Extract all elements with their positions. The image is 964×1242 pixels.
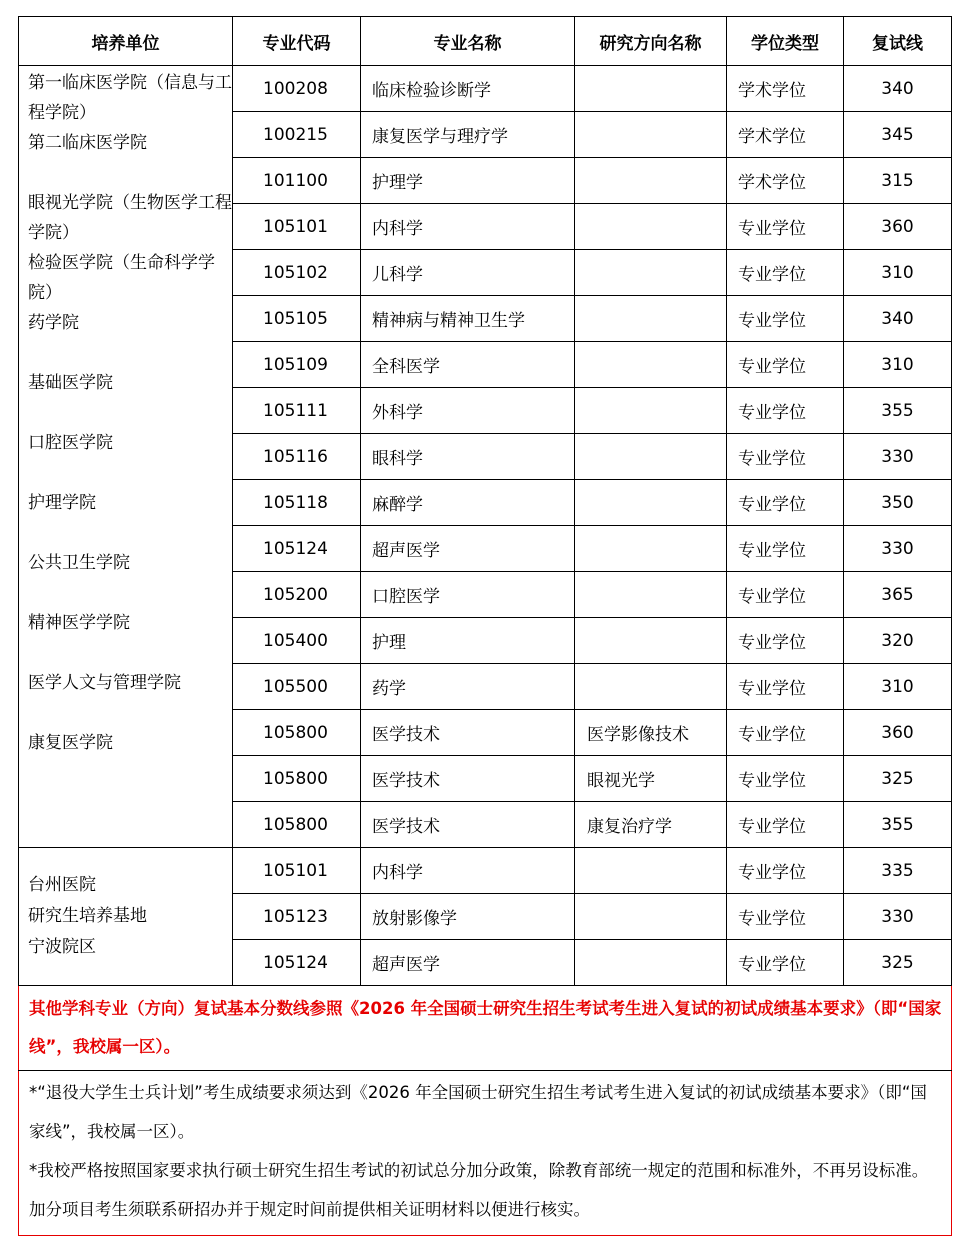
direction-cell — [575, 848, 727, 894]
major-name-cell: 放射影像学 — [361, 894, 575, 940]
code-cell: 100215 — [233, 112, 361, 158]
major-name-cell: 内科学 — [361, 204, 575, 250]
degree-type-cell: 专业学位 — [727, 940, 844, 986]
unit-name: 第一临床医学院（信息与工程学院） — [28, 73, 232, 123]
direction-cell — [575, 940, 727, 986]
score-table — [18, 16, 952, 1236]
major-name-cell: 医学技术 — [361, 710, 575, 756]
unit-name: 医学人文与管理学院 — [28, 673, 181, 693]
header-code: 专业代码 — [233, 17, 361, 66]
degree-type-cell: 专业学位 — [727, 710, 844, 756]
direction-cell — [575, 66, 727, 112]
code-cell: 105200 — [233, 572, 361, 618]
score-cell: 320 — [844, 618, 952, 664]
major-name-cell: 医学技术 — [361, 802, 575, 848]
code-cell: 105500 — [233, 664, 361, 710]
unit-name: 第二临床医学院 — [28, 133, 147, 153]
unit-cell — [19, 848, 233, 986]
header-unit: 培养单位 — [19, 17, 233, 66]
code-cell: 105105 — [233, 296, 361, 342]
code-cell: 105800 — [233, 710, 361, 756]
degree-type-cell: 专业学位 — [727, 388, 844, 434]
direction-cell — [575, 204, 727, 250]
direction-cell: 眼视光学 — [575, 756, 727, 802]
degree-type-cell: 专业学位 — [727, 894, 844, 940]
major-name-cell: 内科学 — [361, 848, 575, 894]
degree-type-cell: 专业学位 — [727, 296, 844, 342]
code-cell: 105101 — [233, 204, 361, 250]
unit-cell — [19, 66, 233, 848]
direction-cell — [575, 480, 727, 526]
degree-type-cell: 专业学位 — [727, 204, 844, 250]
table-row — [19, 848, 952, 894]
unit-name: 台州医院 — [28, 875, 96, 895]
unit-name: 护理学院 — [28, 493, 96, 513]
unit-name: 康复医学院 — [28, 733, 113, 753]
header-row — [19, 17, 952, 66]
major-name-cell: 眼科学 — [361, 434, 575, 480]
unit-name: 检验医学院（生命科学学院） — [28, 253, 215, 303]
direction-cell — [575, 434, 727, 480]
degree-type-cell: 专业学位 — [727, 526, 844, 572]
major-name-cell: 麻醉学 — [361, 480, 575, 526]
degree-type-cell: 专业学位 — [727, 434, 844, 480]
code-cell: 105101 — [233, 848, 361, 894]
code-cell: 105116 — [233, 434, 361, 480]
code-cell: 105124 — [233, 526, 361, 572]
major-name-cell: 康复医学与理疗学 — [361, 112, 575, 158]
degree-type-cell: 学术学位 — [727, 112, 844, 158]
score-cell: 330 — [844, 894, 952, 940]
score-cell: 330 — [844, 526, 952, 572]
red-note-row — [19, 986, 952, 1071]
direction-cell — [575, 388, 727, 434]
score-cell: 315 — [844, 158, 952, 204]
unit-name: 药学院 — [28, 313, 79, 333]
score-cell: 325 — [844, 940, 952, 986]
score-cell: 355 — [844, 388, 952, 434]
major-name-cell: 口腔医学 — [361, 572, 575, 618]
note-retired-soldier: *“退役大学生士兵计划”考生成绩要求须达到《2026 年全国硕士研究生招生考试考生进入复试的初试成绩基本要求》（即“国家线”，我校属一区）。 — [29, 1083, 927, 1141]
score-cell: 355 — [844, 802, 952, 848]
code-cell: 105102 — [233, 250, 361, 296]
direction-cell — [575, 158, 727, 204]
major-name-cell: 全科医学 — [361, 342, 575, 388]
code-cell: 105400 — [233, 618, 361, 664]
degree-type-cell: 专业学位 — [727, 848, 844, 894]
header-direction: 研究方向名称 — [575, 17, 727, 66]
score-cell: 310 — [844, 342, 952, 388]
degree-type-cell: 专业学位 — [727, 480, 844, 526]
score-cell: 340 — [844, 296, 952, 342]
direction-cell — [575, 618, 727, 664]
score-cell: 325 — [844, 756, 952, 802]
code-cell: 105800 — [233, 802, 361, 848]
score-cell: 360 — [844, 204, 952, 250]
table-row — [19, 66, 952, 112]
major-name-cell: 超声医学 — [361, 940, 575, 986]
direction-cell — [575, 526, 727, 572]
header-major-name: 专业名称 — [361, 17, 575, 66]
degree-type-cell: 专业学位 — [727, 664, 844, 710]
degree-type-cell: 专业学位 — [727, 572, 844, 618]
code-cell: 105123 — [233, 894, 361, 940]
major-name-cell: 医学技术 — [361, 756, 575, 802]
unit-name: 口腔医学院 — [28, 433, 113, 453]
major-name-cell: 临床检验诊断学 — [361, 66, 575, 112]
unit-name: 基础医学院 — [28, 373, 113, 393]
score-cell: 310 — [844, 664, 952, 710]
code-cell: 105118 — [233, 480, 361, 526]
score-cell: 365 — [844, 572, 952, 618]
direction-cell — [575, 112, 727, 158]
score-cell: 340 — [844, 66, 952, 112]
degree-type-cell: 学术学位 — [727, 158, 844, 204]
degree-type-cell: 专业学位 — [727, 802, 844, 848]
score-cell: 345 — [844, 112, 952, 158]
red-note: 其他学科专业（方向）复试基本分数线参照《2026 年全国硕士研究生招生考试考生进入复试的初试成绩基本要求》（即“国家线”，我校属一区）。 — [19, 986, 952, 1071]
code-cell: 105109 — [233, 342, 361, 388]
header-degree-type: 学位类型 — [727, 17, 844, 66]
major-name-cell: 护理 — [361, 618, 575, 664]
direction-cell: 医学影像技术 — [575, 710, 727, 756]
unit-name: 公共卫生学院 — [28, 553, 130, 573]
major-name-cell: 儿科学 — [361, 250, 575, 296]
code-cell: 105124 — [233, 940, 361, 986]
major-name-cell: 外科学 — [361, 388, 575, 434]
major-name-cell: 护理学 — [361, 158, 575, 204]
unit-name: 眼视光学院（生物医学工程学院） — [28, 193, 232, 243]
major-name-cell: 药学 — [361, 664, 575, 710]
unit-name: 宁波院区 — [28, 937, 96, 957]
degree-type-cell: 学术学位 — [727, 66, 844, 112]
degree-type-cell: 专业学位 — [727, 342, 844, 388]
table-body — [19, 66, 952, 986]
score-cell: 310 — [844, 250, 952, 296]
code-cell: 101100 — [233, 158, 361, 204]
notes-row — [19, 1071, 952, 1236]
score-cell: 360 — [844, 710, 952, 756]
code-cell: 105800 — [233, 756, 361, 802]
note-bonus-policy: *我校严格按照国家要求执行硕士研究生招生考试的初试总分加分政策，除教育部统一规定的范围和标准外，不再另设标准。加分项目考生须联系研招办并于规定时间前提供相关证明材料以便进行核实。 — [29, 1161, 929, 1219]
score-cell: 350 — [844, 480, 952, 526]
major-name-cell: 超声医学 — [361, 526, 575, 572]
direction-cell — [575, 296, 727, 342]
notes-cell — [19, 1071, 952, 1236]
degree-type-cell: 专业学位 — [727, 618, 844, 664]
direction-cell — [575, 664, 727, 710]
header-score: 复试线 — [844, 17, 952, 66]
degree-type-cell: 专业学位 — [727, 250, 844, 296]
unit-name: 精神医学学院 — [28, 613, 130, 633]
admission-score-table-page — [18, 16, 951, 1236]
direction-cell — [575, 894, 727, 940]
unit-name: 研究生培养基地 — [28, 906, 147, 926]
major-name-cell: 精神病与精神卫生学 — [361, 296, 575, 342]
code-cell: 105111 — [233, 388, 361, 434]
direction-cell: 康复治疗学 — [575, 802, 727, 848]
score-cell: 335 — [844, 848, 952, 894]
degree-type-cell: 专业学位 — [727, 756, 844, 802]
code-cell: 100208 — [233, 66, 361, 112]
direction-cell — [575, 342, 727, 388]
score-cell: 330 — [844, 434, 952, 480]
direction-cell — [575, 250, 727, 296]
direction-cell — [575, 572, 727, 618]
